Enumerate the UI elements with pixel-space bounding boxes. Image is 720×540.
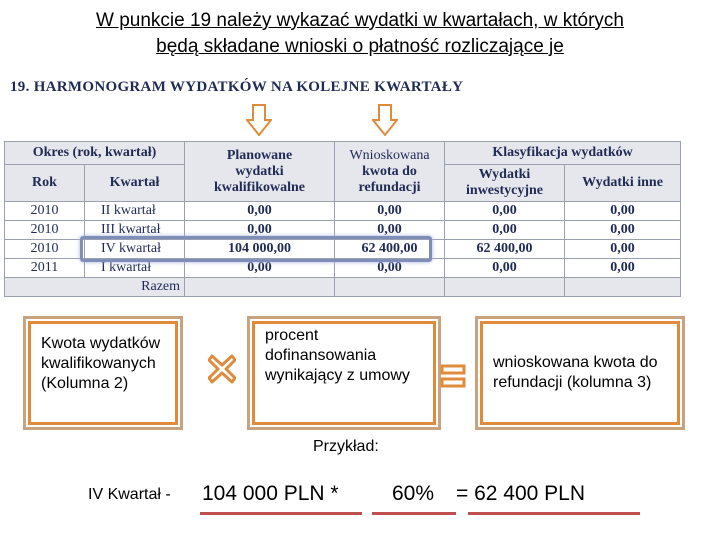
header-planowane: Planowane wydatki kwalifikowalne: [185, 142, 335, 202]
formula-box-kwota: Kwota wydatków kwalifikowanych (Kolumna 2): [28, 321, 178, 425]
header-inwestycyjne: Wydatki inwestycyjne: [445, 165, 565, 202]
example-percent: 60%: [392, 482, 435, 505]
table-row: 2010 II kwartał 0,00 0,00 0,00 0,00: [5, 202, 681, 221]
underline-result: [468, 512, 640, 515]
example-amount: 104 000 PLN *: [202, 482, 339, 505]
title-line-2: będą składane wnioski o płatność rozliczające je: [156, 36, 564, 57]
underline-amount: [200, 512, 362, 515]
header-rok: Rok: [5, 165, 85, 202]
summary-row: [5, 278, 681, 297]
equals-icon: [440, 364, 466, 393]
header-kwartal: Kwartał: [85, 165, 185, 202]
table-row: 2011 I kwartał 0,00 0,00 0,00 0,00: [5, 259, 681, 278]
example-label: Przykład:: [313, 438, 379, 455]
title-line-1: W punkcie 19 należy wykazać wydatki w kwartałach, w których: [96, 10, 624, 31]
down-arrow-icon: [372, 104, 398, 136]
header-inne: Wydatki inne: [565, 165, 681, 202]
formula-box-refundacja: wnioskowana kwota do refundacji (kolumna 3): [480, 321, 680, 425]
table-row: 2010 III kwartał 0,00 0,00 0,00 0,00: [5, 221, 681, 240]
underline-percent: [372, 512, 456, 515]
example-result: = 62 400 PLN: [456, 482, 586, 505]
down-arrow-icon: [246, 104, 272, 136]
slide-title: [20, 8, 700, 60]
header-wnioskowana: Wnioskowana kwota do refundacji: [335, 142, 445, 202]
multiply-icon: [208, 354, 236, 389]
header-klasyfikacja: Klasyfikacja wydatków: [445, 142, 681, 165]
table-row: 2010 IV kwartał 104 000,00 62 400,00 62 400,00 0,00: [5, 240, 681, 259]
example-prefix: IV Kwartał -: [88, 486, 171, 503]
header-okres: Okres (rok, kwartał): [5, 142, 185, 165]
summary-label: Razem: [5, 278, 185, 297]
row-highlight: [80, 236, 432, 262]
section-heading: 19. HARMONOGRAM WYDATKÓW NA KOLEJNE KWARTAŁY: [10, 79, 464, 95]
expense-schedule-table: [4, 141, 681, 297]
formula-box-procent: procent dofinansowania wynikający z umowy: [252, 321, 436, 425]
